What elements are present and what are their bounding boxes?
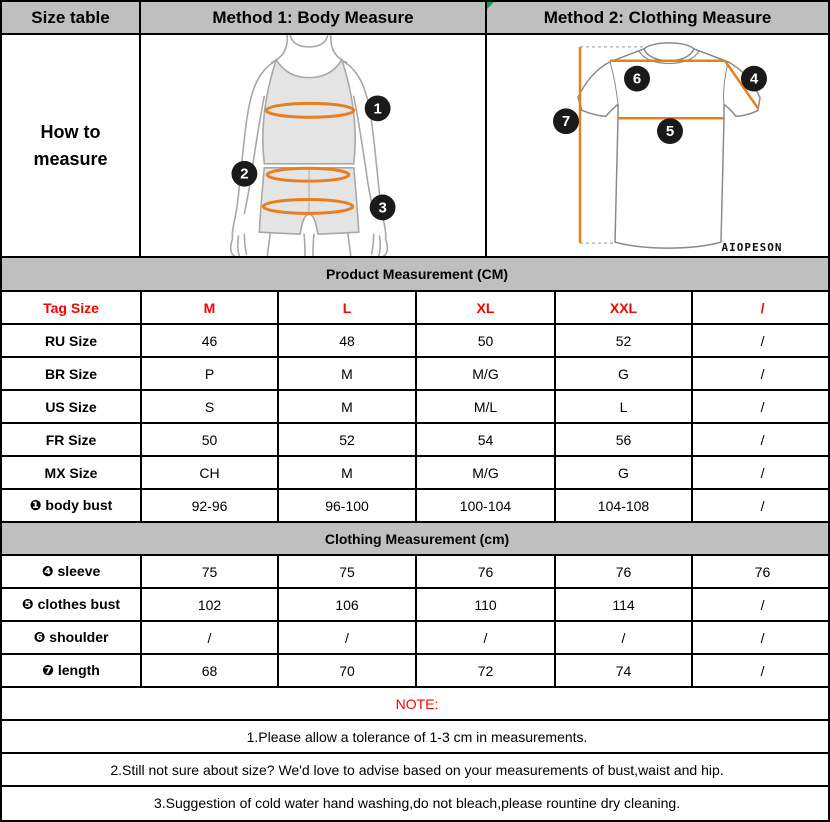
tshirt-figure-icon: [487, 35, 828, 256]
table-cell: G: [555, 456, 692, 489]
note-item: 2.Still not sure about size? We'd love to advise based on your measurements of bust,waist and hip.: [2, 753, 830, 786]
table-cell: /: [278, 621, 416, 654]
marker-4-icon: [741, 66, 767, 92]
sleeve-row: [2, 555, 830, 588]
table-cell: 76: [555, 555, 692, 588]
row-label: ❺ clothes bust: [2, 588, 141, 621]
table-cell: M/G: [416, 456, 555, 489]
shoulder-row: [2, 621, 830, 654]
table-cell: 75: [278, 555, 416, 588]
row-label: ❹ sleeve: [2, 555, 141, 588]
table-cell: M: [278, 357, 416, 390]
table-cell: 110: [416, 588, 555, 621]
table-cell: /: [692, 621, 830, 654]
marker-5-icon: [657, 118, 683, 144]
length-row: [2, 654, 830, 687]
row-label: FR Size: [2, 423, 141, 456]
note-row-2: [2, 753, 830, 786]
marker-7-icon: [553, 108, 579, 134]
row-label: Tag Size: [2, 291, 141, 324]
row-label: MX Size: [2, 456, 141, 489]
header-method1: Method 1: Body Measure: [141, 2, 487, 33]
table-cell: XL: [416, 291, 555, 324]
table-cell: 92-96: [141, 489, 278, 522]
table-cell: /: [141, 621, 278, 654]
note-row-3: [2, 786, 830, 819]
table-cell: /: [692, 390, 830, 423]
row-label: RU Size: [2, 324, 141, 357]
table-cell: M: [278, 390, 416, 423]
table-cell: L: [278, 291, 416, 324]
table-cell: 46: [141, 324, 278, 357]
table-cell: 72: [416, 654, 555, 687]
clothing-measure-illustration: [487, 35, 828, 256]
how-to-measure-label: How to measure: [2, 35, 141, 256]
brand-text: AIOPESON: [721, 241, 783, 255]
header-size-table: Size table: [2, 2, 141, 33]
ru-size-row: [2, 324, 830, 357]
table-cell: 50: [416, 324, 555, 357]
table-cell: 76: [416, 555, 555, 588]
table-cell: /: [692, 456, 830, 489]
measurement-table: [2, 258, 830, 819]
row-label: US Size: [2, 390, 141, 423]
table-cell: /: [692, 357, 830, 390]
note-item: 3.Suggestion of cold water hand washing,do not bleach,please rountine dry cleaning.: [2, 786, 830, 819]
table-cell: 104-108: [555, 489, 692, 522]
marker-3-icon: [370, 195, 396, 221]
excel-corner-indicator-icon: [487, 2, 494, 9]
table-cell: /: [692, 489, 830, 522]
table-cell: 75: [141, 555, 278, 588]
table-cell: 102: [141, 588, 278, 621]
us-size-row: [2, 390, 830, 423]
table-cell: 54: [416, 423, 555, 456]
svg-text:4: 4: [749, 70, 759, 88]
marker-2-icon: [231, 161, 257, 187]
table-cell: M/G: [416, 357, 555, 390]
note-title-row: [2, 687, 830, 720]
table-cell: 48: [278, 324, 416, 357]
table-cell: 68: [141, 654, 278, 687]
br-size-row: [2, 357, 830, 390]
clothes-bust-row: [2, 588, 830, 621]
table-cell: G: [555, 357, 692, 390]
table-cell: M: [278, 456, 416, 489]
product-section-header: [2, 258, 830, 291]
fr-size-row: [2, 423, 830, 456]
table-cell: XXL: [555, 291, 692, 324]
body-bust-row: [2, 489, 830, 522]
table-cell: CH: [141, 456, 278, 489]
note-item: 1.Please allow a tolerance of 1-3 cm in measurements.: [2, 720, 830, 753]
table-cell: 56: [555, 423, 692, 456]
clothing-measurement-title: Clothing Measurement (cm): [2, 522, 830, 555]
marker-1-icon: [365, 95, 391, 121]
svg-text:3: 3: [378, 200, 387, 217]
table-cell: 52: [278, 423, 416, 456]
table-cell: 74: [555, 654, 692, 687]
note-row-1: [2, 720, 830, 753]
note-title: NOTE:: [2, 687, 830, 720]
illustration-row: [2, 35, 828, 258]
tag-size-row: [2, 291, 830, 324]
body-measure-illustration: [141, 35, 487, 256]
table-cell: /: [416, 621, 555, 654]
table-cell: /: [555, 621, 692, 654]
table-cell: /: [692, 324, 830, 357]
table-cell: 70: [278, 654, 416, 687]
row-label: ❼ length: [2, 654, 141, 687]
table-cell: /: [692, 291, 830, 324]
svg-text:2: 2: [240, 166, 249, 183]
table-cell: 100-104: [416, 489, 555, 522]
row-label: BR Size: [2, 357, 141, 390]
table-cell: /: [692, 423, 830, 456]
svg-text:1: 1: [373, 101, 382, 118]
table-cell: L: [555, 390, 692, 423]
clothing-section-header: [2, 522, 830, 555]
table-cell: M/L: [416, 390, 555, 423]
table-cell: 76: [692, 555, 830, 588]
table-cell: P: [141, 357, 278, 390]
row-label: ❶ body bust: [2, 489, 141, 522]
table-cell: S: [141, 390, 278, 423]
svg-text:6: 6: [632, 70, 642, 88]
mx-size-row: [2, 456, 830, 489]
table-cell: 52: [555, 324, 692, 357]
svg-text:7: 7: [561, 113, 571, 131]
top-header-row: [2, 2, 828, 35]
table-cell: M: [141, 291, 278, 324]
product-measurement-title: Product Measurement (CM): [2, 258, 830, 291]
table-cell: 50: [141, 423, 278, 456]
row-label: ❻ shoulder: [2, 621, 141, 654]
table-cell: 106: [278, 588, 416, 621]
table-cell: 96-100: [278, 489, 416, 522]
table-cell: /: [692, 654, 830, 687]
table-cell: /: [692, 588, 830, 621]
header-method2-label: Method 2: Clothing Measure: [543, 7, 772, 27]
svg-text:5: 5: [665, 123, 675, 141]
marker-6-icon: [624, 66, 650, 92]
body-figure-icon: [141, 35, 485, 256]
table-cell: 114: [555, 588, 692, 621]
header-method2: [487, 2, 828, 33]
